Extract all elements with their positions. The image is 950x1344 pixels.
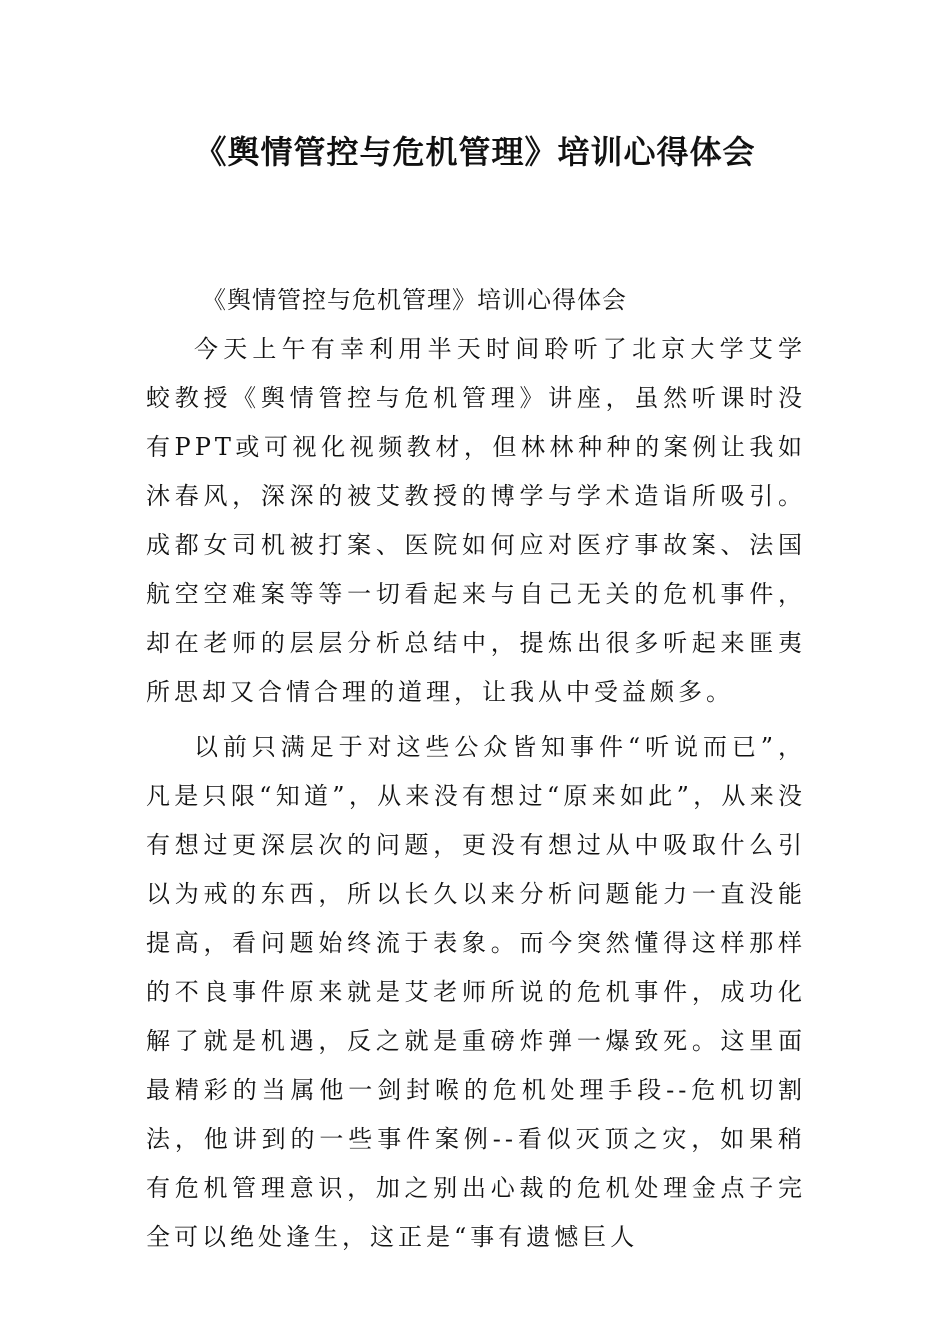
document-title: 《舆情管控与危机管理》培训心得体会 [194,133,756,171]
document-subtitle: 《舆情管控与危机管理》培训心得体会 [202,286,627,314]
paragraph: 以前只满足于对这些公众皆知事件“听说而已”，凡是只限“知道”，从来没有想过“原来如此”，从来没有想过更深层次的问题，更没有想过从中吸取什么引以为戒的东西，所以长久以来分析问题能力一直没能提高，看问题始终流于表象。而今突然懂得这样那样的不良事件原来就是艾老师所说的危机事件，成功化解了就是机遇，反之就是重磅炸弹一爆致死。这里面最精彩的当属他一剑封喉的危机处理手段--危机切割法，他讲到的一些事件案例--看似灭顶之灾，如果稍有危机管理意识，加之别出心裁的危机处理金点子完全可以绝处逢生，这正是“事有遗憾巨人 [146,733,806,1251]
document-body [146,276,806,1262]
paragraph: 今天上午有幸利用半天时间聆听了北京大学艾学蛟教授《舆情管控与危机管理》讲座，虽然听课时没有PPT或可视化视频教材，但林林种种的案例让我如沐春风，深深的被艾教授的博学与学术造诣所吸引。成都女司机被打案、医院如何应对医疗事故案、法国航空空难案等等一切看起来与自己无关的危机事件，却在老师的层层分析总结中，提炼出很多听起来匪夷所思却又合情合理的道理，让我从中受益颇多。 [146,335,806,706]
